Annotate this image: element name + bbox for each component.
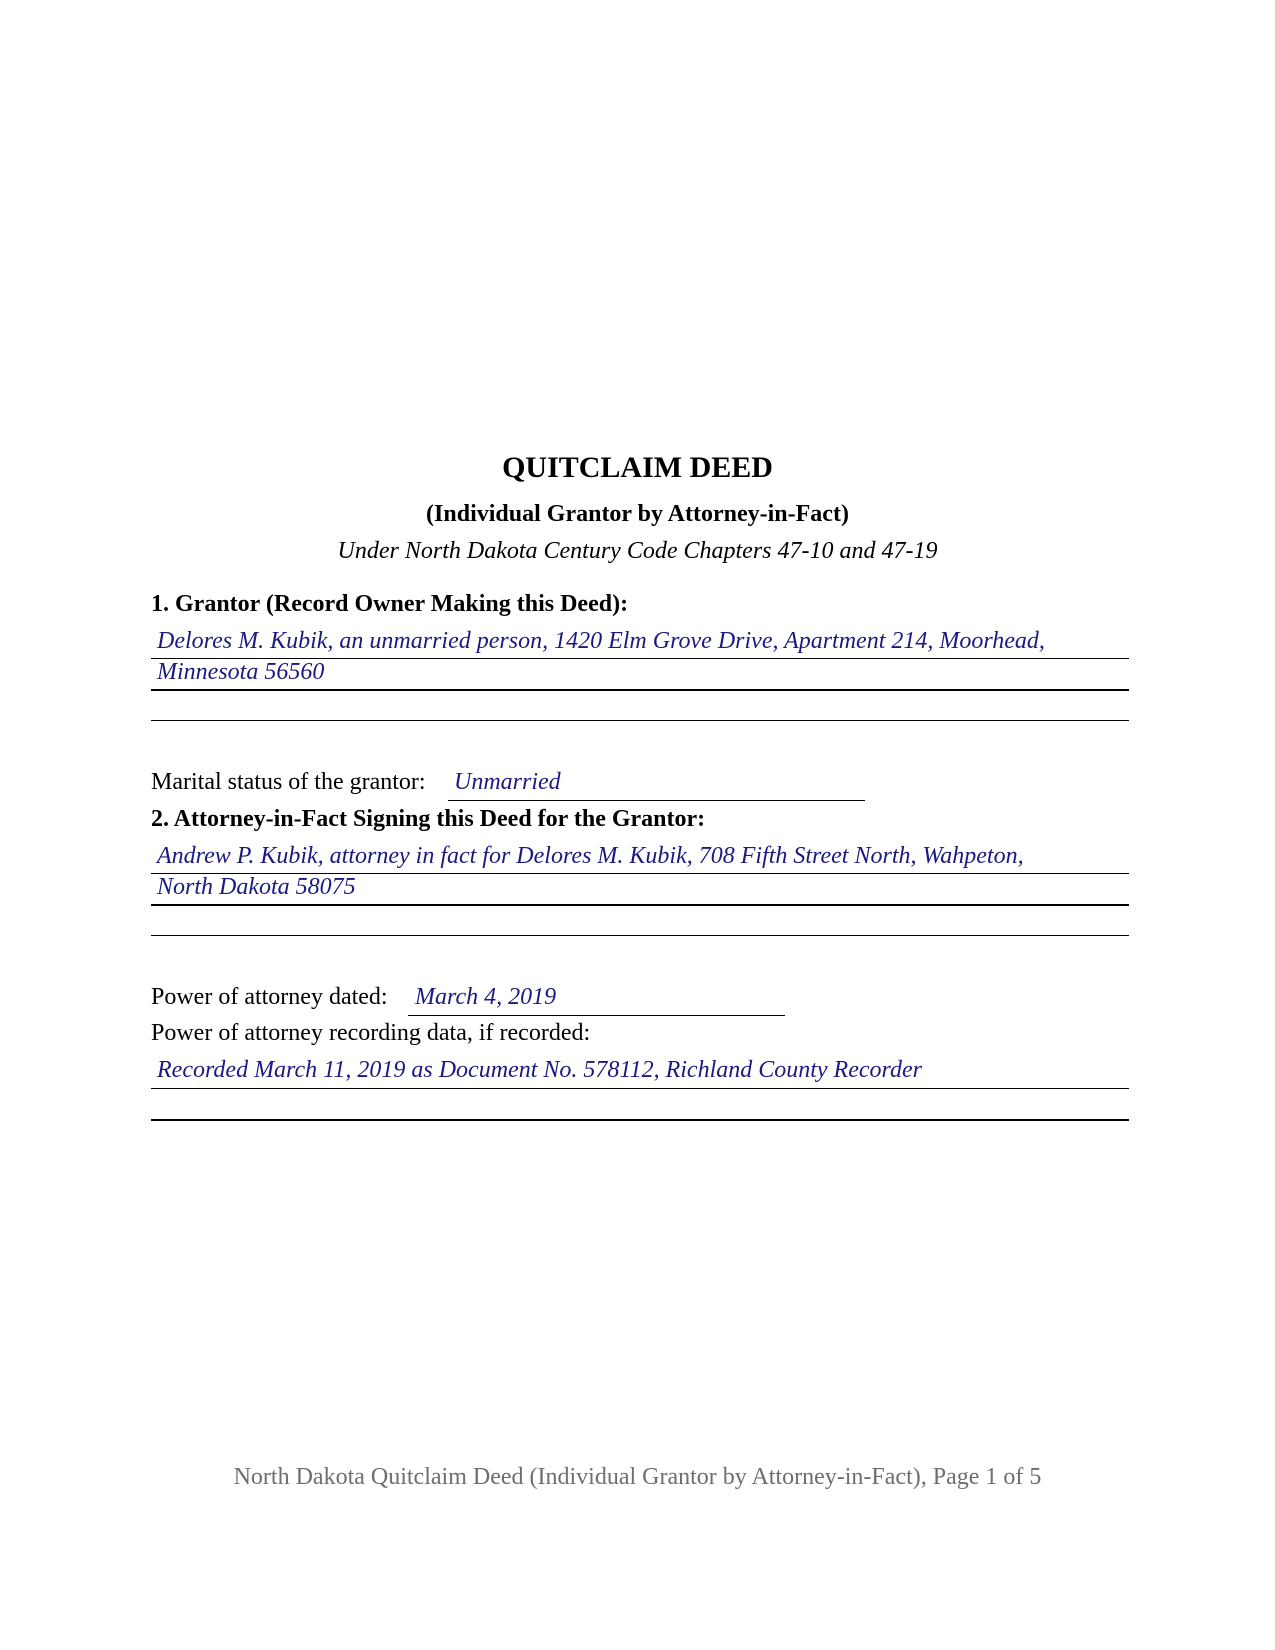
attorney-rule-3[interactable]	[151, 935, 1129, 936]
marital-status-label: Marital status of the grantor:	[151, 769, 426, 795]
poa-recording-value[interactable]: Recorded March 11, 2019 as Document No. 578112, Richland County Recorder	[157, 1057, 922, 1083]
marital-status-value[interactable]: Unmarried	[454, 769, 561, 795]
grantor-rule-2	[151, 689, 1129, 691]
grantor-rule-3[interactable]	[151, 720, 1129, 721]
attorney-rule-2	[151, 904, 1129, 906]
grantor-line-2[interactable]: Minnesota 56560	[157, 659, 325, 685]
poa-dated-value[interactable]: March 4, 2019	[415, 984, 557, 1010]
grantor-line-1[interactable]: Delores M. Kubik, an unmarried person, 1420 Elm Grove Drive, Apartment 214, Moorhead,	[157, 628, 1045, 654]
poa-dated-label: Power of attorney dated:	[151, 984, 388, 1010]
poa-dated-rule	[408, 1015, 785, 1016]
page-footer: North Dakota Quitclaim Deed (Individual Grantor by Attorney-in-Fact), Page 1 of 5	[233, 1464, 1042, 1490]
attorney-line-1[interactable]: Andrew P. Kubik, attorney in fact for Delores M. Kubik, 708 Fifth Street North, Wahpeton,	[157, 843, 1024, 869]
marital-status-rule	[448, 800, 865, 801]
poa-recording-rule-1	[151, 1088, 1129, 1089]
poa-recording-label: Power of attorney recording data, if recorded:	[151, 1020, 591, 1046]
attorney-heading: 2. Attorney-in-Fact Signing this Deed for the Grantor:	[151, 806, 706, 832]
document-subtitle: (Individual Grantor by Attorney-in-Fact)	[426, 501, 849, 527]
statute-reference: Under North Dakota Century Code Chapters 47-10 and 47-19	[337, 538, 938, 564]
grantor-heading: 1. Grantor (Record Owner Making this Deed):	[151, 591, 629, 617]
attorney-line-2[interactable]: North Dakota 58075	[157, 874, 356, 900]
document-title: QUITCLAIM DEED	[502, 451, 773, 484]
poa-recording-rule-2[interactable]	[151, 1119, 1129, 1121]
